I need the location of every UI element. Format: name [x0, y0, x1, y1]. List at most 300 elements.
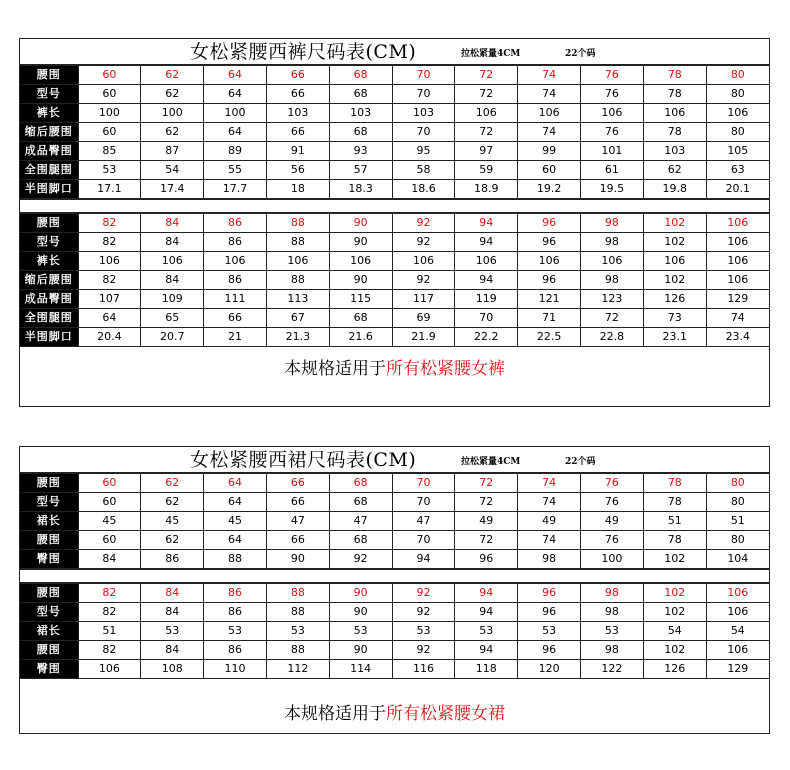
table-cell: 92: [392, 603, 455, 622]
table-cell: 22.5: [518, 328, 581, 347]
table-cell: 86: [141, 550, 204, 569]
waist-size-cell: 68: [329, 66, 392, 85]
waist-size-cell: 64: [204, 474, 267, 493]
table-cell: 60: [78, 493, 141, 512]
row-label: 型号: [20, 493, 78, 512]
table-cell: 126: [643, 660, 706, 679]
table-cell: 92: [329, 550, 392, 569]
row-label: 臀围: [20, 660, 78, 679]
table-cell: 19.5: [581, 180, 644, 199]
table-cell: 106: [266, 252, 329, 271]
table-cell: 76: [581, 531, 644, 550]
pants-chart-title: 女松紧腰西裤尺码表(CM): [190, 41, 417, 63]
skirt-chart-title: 女松紧腰西裙尺码表(CM): [190, 449, 417, 471]
pants-footer-highlight: 所有松紧腰女裤: [386, 359, 505, 379]
skirt-elastic-note: 拉松紧量4CM: [461, 457, 521, 467]
waist-size-cell: 88: [266, 214, 329, 233]
table-cell: 72: [455, 493, 518, 512]
table-cell: 62: [141, 85, 204, 104]
table-cell: 67: [266, 309, 329, 328]
row-label: 腰围: [20, 66, 78, 85]
skirt-block-separator: [20, 569, 769, 583]
table-cell: 84: [141, 641, 204, 660]
table-cell: 117: [392, 290, 455, 309]
table-cell: 19.2: [518, 180, 581, 199]
table-cell: 90: [329, 271, 392, 290]
table-cell: 89: [204, 142, 267, 161]
table-cell: 64: [204, 493, 267, 512]
table-cell: 84: [141, 271, 204, 290]
row-label: 臀围: [20, 550, 78, 569]
table-cell: 73: [643, 309, 706, 328]
table-cell: 68: [329, 531, 392, 550]
table-cell: 107: [78, 290, 141, 309]
waist-size-cell: 94: [455, 214, 518, 233]
table-cell: 51: [78, 622, 141, 641]
size-header-row: [20, 214, 769, 233]
table-cell: 111: [204, 290, 267, 309]
pants-title-row: [20, 39, 769, 65]
table-cell: 53: [455, 622, 518, 641]
table-cell: 88: [266, 233, 329, 252]
table-cell: 94: [392, 550, 455, 569]
table-cell: 64: [78, 309, 141, 328]
table-row: [20, 290, 769, 309]
table-cell: 115: [329, 290, 392, 309]
table-cell: 21: [204, 328, 267, 347]
table-cell: 17.7: [204, 180, 267, 199]
table-cell: 60: [78, 85, 141, 104]
table-cell: 103: [392, 104, 455, 123]
table-cell: 62: [141, 493, 204, 512]
pants-footer-prefix: 本规格适用于: [284, 359, 386, 379]
table-cell: 80: [706, 531, 769, 550]
row-label: 全围腿围: [20, 309, 78, 328]
waist-size-cell: 92: [392, 214, 455, 233]
table-cell: 94: [455, 233, 518, 252]
table-cell: 96: [455, 550, 518, 569]
table-cell: 59: [455, 161, 518, 180]
row-label: 腰围: [20, 531, 78, 550]
table-row: [20, 85, 769, 104]
table-cell: 82: [78, 603, 141, 622]
skirt-table-block1: [20, 473, 769, 569]
table-cell: 88: [266, 271, 329, 290]
waist-size-cell: 94: [455, 584, 518, 603]
table-cell: 84: [141, 233, 204, 252]
table-cell: 72: [455, 531, 518, 550]
table-cell: 80: [706, 85, 769, 104]
table-cell: 92: [392, 271, 455, 290]
row-label: 成品臀围: [20, 290, 78, 309]
table-cell: 74: [518, 123, 581, 142]
table-cell: 97: [455, 142, 518, 161]
table-row: [20, 328, 769, 347]
table-cell: 96: [518, 271, 581, 290]
table-cell: 74: [518, 493, 581, 512]
table-cell: 65: [141, 309, 204, 328]
waist-size-cell: 70: [392, 474, 455, 493]
row-label: 裙长: [20, 622, 78, 641]
row-label: 腰围: [20, 641, 78, 660]
table-cell: 53: [518, 622, 581, 641]
pants-size-chart: [19, 38, 770, 407]
table-cell: 106: [141, 252, 204, 271]
table-cell: 51: [643, 512, 706, 531]
table-cell: 63: [706, 161, 769, 180]
row-label: 型号: [20, 85, 78, 104]
table-cell: 68: [329, 309, 392, 328]
table-cell: 96: [518, 641, 581, 660]
table-cell: 105: [706, 142, 769, 161]
skirt-footer-prefix: 本规格适用于: [284, 704, 386, 724]
table-cell: 20.4: [78, 328, 141, 347]
table-cell: 60: [518, 161, 581, 180]
waist-size-cell: 76: [581, 474, 644, 493]
table-cell: 84: [141, 603, 204, 622]
waist-size-cell: 90: [329, 584, 392, 603]
table-cell: 58: [392, 161, 455, 180]
table-cell: 108: [141, 660, 204, 679]
table-cell: 106: [518, 252, 581, 271]
table-cell: 106: [706, 603, 769, 622]
table-cell: 49: [518, 512, 581, 531]
row-label: 型号: [20, 233, 78, 252]
table-cell: 53: [78, 161, 141, 180]
table-cell: 106: [455, 104, 518, 123]
table-cell: 70: [392, 531, 455, 550]
table-cell: 70: [392, 123, 455, 142]
waist-size-cell: 82: [78, 214, 141, 233]
table-cell: 51: [706, 512, 769, 531]
table-cell: 64: [204, 531, 267, 550]
table-row: [20, 161, 769, 180]
table-cell: 94: [455, 603, 518, 622]
waist-size-cell: 70: [392, 66, 455, 85]
table-cell: 106: [78, 660, 141, 679]
table-cell: 86: [204, 641, 267, 660]
table-cell: 112: [266, 660, 329, 679]
table-cell: 101: [581, 142, 644, 161]
table-cell: 129: [706, 660, 769, 679]
table-cell: 22.8: [581, 328, 644, 347]
table-cell: 90: [266, 550, 329, 569]
waist-size-cell: 74: [518, 66, 581, 85]
table-cell: 82: [78, 641, 141, 660]
table-cell: 106: [455, 252, 518, 271]
table-cell: 76: [581, 85, 644, 104]
row-label: 裙长: [20, 512, 78, 531]
table-cell: 90: [329, 641, 392, 660]
size-header-row: [20, 474, 769, 493]
row-label: 全围腿围: [20, 161, 78, 180]
waist-size-cell: 72: [455, 66, 518, 85]
table-cell: 96: [518, 233, 581, 252]
waist-size-cell: 62: [141, 474, 204, 493]
table-cell: 98: [581, 603, 644, 622]
table-cell: 121: [518, 290, 581, 309]
waist-size-cell: 66: [266, 66, 329, 85]
table-cell: 66: [266, 123, 329, 142]
row-label: 型号: [20, 603, 78, 622]
table-cell: 90: [329, 603, 392, 622]
table-cell: 90: [329, 233, 392, 252]
waist-size-cell: 84: [141, 584, 204, 603]
table-row: [20, 233, 769, 252]
table-cell: 49: [581, 512, 644, 531]
table-cell: 20.1: [706, 180, 769, 199]
table-cell: 106: [581, 104, 644, 123]
table-cell: 76: [581, 123, 644, 142]
table-cell: 72: [455, 123, 518, 142]
row-label: 腰围: [20, 474, 78, 493]
table-cell: 98: [518, 550, 581, 569]
table-cell: 110: [204, 660, 267, 679]
table-cell: 78: [643, 123, 706, 142]
table-cell: 86: [204, 233, 267, 252]
table-cell: 21.3: [266, 328, 329, 347]
table-cell: 100: [204, 104, 267, 123]
table-cell: 62: [643, 161, 706, 180]
table-cell: 53: [204, 622, 267, 641]
table-cell: 78: [643, 493, 706, 512]
waist-size-cell: 66: [266, 474, 329, 493]
table-cell: 17.1: [78, 180, 141, 199]
size-header-row: [20, 584, 769, 603]
table-cell: 62: [141, 531, 204, 550]
table-cell: 100: [78, 104, 141, 123]
waist-size-cell: 80: [706, 66, 769, 85]
pants-size-count: 22个码: [565, 49, 596, 59]
table-cell: 94: [455, 271, 518, 290]
waist-size-cell: 102: [643, 584, 706, 603]
table-row: [20, 309, 769, 328]
table-cell: 104: [706, 550, 769, 569]
table-cell: 47: [392, 512, 455, 531]
waist-size-cell: 78: [643, 474, 706, 493]
table-cell: 21.6: [329, 328, 392, 347]
table-cell: 61: [581, 161, 644, 180]
pants-footer-note: [20, 347, 769, 391]
table-cell: 66: [266, 493, 329, 512]
table-cell: 106: [581, 252, 644, 271]
table-cell: 68: [329, 123, 392, 142]
table-cell: 106: [643, 104, 706, 123]
table-cell: 102: [643, 641, 706, 660]
table-cell: 68: [329, 85, 392, 104]
table-cell: 106: [706, 252, 769, 271]
waist-size-cell: 86: [204, 214, 267, 233]
table-cell: 74: [518, 531, 581, 550]
skirt-footer-highlight: 所有松紧腰女裙: [386, 704, 505, 724]
table-cell: 102: [643, 271, 706, 290]
table-cell: 70: [455, 309, 518, 328]
table-cell: 60: [78, 531, 141, 550]
table-cell: 56: [266, 161, 329, 180]
skirt-footer-note: [20, 679, 769, 749]
waist-size-cell: 84: [141, 214, 204, 233]
row-label: 腰围: [20, 584, 78, 603]
table-row: [20, 603, 769, 622]
table-cell: 88: [204, 550, 267, 569]
table-cell: 68: [329, 493, 392, 512]
table-cell: 123: [581, 290, 644, 309]
table-cell: 93: [329, 142, 392, 161]
table-cell: 122: [581, 660, 644, 679]
waist-size-cell: 80: [706, 474, 769, 493]
table-cell: 18.3: [329, 180, 392, 199]
table-cell: 69: [392, 309, 455, 328]
table-cell: 71: [518, 309, 581, 328]
table-cell: 106: [204, 252, 267, 271]
table-cell: 74: [518, 85, 581, 104]
table-cell: 98: [581, 233, 644, 252]
waist-size-cell: 78: [643, 66, 706, 85]
table-row: [20, 252, 769, 271]
table-cell: 106: [706, 271, 769, 290]
table-cell: 53: [266, 622, 329, 641]
pants-elastic-note: 拉松紧量4CM: [461, 49, 521, 59]
row-label: 半围脚口: [20, 180, 78, 199]
table-cell: 64: [204, 123, 267, 142]
table-cell: 99: [518, 142, 581, 161]
table-cell: 82: [78, 233, 141, 252]
waist-size-cell: 88: [266, 584, 329, 603]
waist-size-cell: 64: [204, 66, 267, 85]
table-cell: 70: [392, 493, 455, 512]
table-cell: 66: [266, 85, 329, 104]
table-cell: 102: [643, 603, 706, 622]
table-cell: 119: [455, 290, 518, 309]
table-row: [20, 180, 769, 199]
table-cell: 80: [706, 493, 769, 512]
table-cell: 60: [78, 123, 141, 142]
skirt-size-chart: [19, 446, 770, 734]
waist-size-cell: 68: [329, 474, 392, 493]
table-cell: 18: [266, 180, 329, 199]
table-cell: 95: [392, 142, 455, 161]
table-cell: 129: [706, 290, 769, 309]
table-cell: 66: [266, 531, 329, 550]
table-cell: 102: [643, 233, 706, 252]
table-cell: 19.8: [643, 180, 706, 199]
table-cell: 53: [141, 622, 204, 641]
table-row: [20, 622, 769, 641]
table-cell: 100: [581, 550, 644, 569]
table-cell: 98: [581, 641, 644, 660]
table-cell: 66: [204, 309, 267, 328]
table-cell: 54: [706, 622, 769, 641]
table-cell: 23.1: [643, 328, 706, 347]
table-row: [20, 271, 769, 290]
table-row: [20, 104, 769, 123]
table-cell: 118: [455, 660, 518, 679]
row-label: 半围脚口: [20, 328, 78, 347]
table-cell: 86: [204, 271, 267, 290]
table-cell: 22.2: [455, 328, 518, 347]
skirt-title-row: [20, 447, 769, 473]
table-cell: 70: [392, 85, 455, 104]
table-cell: 103: [329, 104, 392, 123]
waist-size-cell: 98: [581, 214, 644, 233]
table-cell: 53: [392, 622, 455, 641]
table-cell: 106: [518, 104, 581, 123]
table-cell: 106: [706, 233, 769, 252]
table-cell: 64: [204, 85, 267, 104]
table-cell: 20.7: [141, 328, 204, 347]
table-row: [20, 550, 769, 569]
waist-size-cell: 102: [643, 214, 706, 233]
row-label: 成品臀围: [20, 142, 78, 161]
table-cell: 49: [455, 512, 518, 531]
waist-size-cell: 92: [392, 584, 455, 603]
table-cell: 62: [141, 123, 204, 142]
table-cell: 55: [204, 161, 267, 180]
waist-size-cell: 90: [329, 214, 392, 233]
table-row: [20, 512, 769, 531]
table-cell: 72: [581, 309, 644, 328]
table-cell: 45: [78, 512, 141, 531]
table-cell: 96: [518, 603, 581, 622]
waist-size-cell: 86: [204, 584, 267, 603]
table-cell: 45: [141, 512, 204, 531]
table-cell: 114: [329, 660, 392, 679]
table-cell: 86: [204, 603, 267, 622]
skirt-table-block2: [20, 583, 769, 679]
table-row: [20, 531, 769, 550]
pants-table-block1: [20, 65, 769, 199]
table-cell: 21.9: [392, 328, 455, 347]
table-cell: 98: [581, 271, 644, 290]
table-cell: 84: [78, 550, 141, 569]
table-cell: 94: [455, 641, 518, 660]
table-cell: 109: [141, 290, 204, 309]
row-label: 裤长: [20, 252, 78, 271]
waist-size-cell: 76: [581, 66, 644, 85]
table-cell: 78: [643, 85, 706, 104]
table-cell: 106: [706, 641, 769, 660]
table-cell: 106: [706, 104, 769, 123]
table-cell: 54: [141, 161, 204, 180]
table-cell: 53: [329, 622, 392, 641]
waist-size-cell: 82: [78, 584, 141, 603]
table-row: [20, 142, 769, 161]
table-cell: 85: [78, 142, 141, 161]
row-label: 缩后腰围: [20, 123, 78, 142]
waist-size-cell: 60: [78, 66, 141, 85]
table-row: [20, 660, 769, 679]
table-cell: 106: [78, 252, 141, 271]
table-cell: 106: [392, 252, 455, 271]
row-label: 腰围: [20, 214, 78, 233]
table-cell: 17.4: [141, 180, 204, 199]
table-cell: 18.9: [455, 180, 518, 199]
table-cell: 45: [204, 512, 267, 531]
table-cell: 100: [141, 104, 204, 123]
table-row: [20, 493, 769, 512]
table-cell: 72: [455, 85, 518, 104]
table-cell: 57: [329, 161, 392, 180]
waist-size-cell: 96: [518, 214, 581, 233]
size-header-row: [20, 66, 769, 85]
table-cell: 116: [392, 660, 455, 679]
table-cell: 113: [266, 290, 329, 309]
row-label: 缩后腰围: [20, 271, 78, 290]
table-cell: 103: [643, 142, 706, 161]
table-cell: 120: [518, 660, 581, 679]
table-cell: 92: [392, 641, 455, 660]
waist-size-cell: 96: [518, 584, 581, 603]
